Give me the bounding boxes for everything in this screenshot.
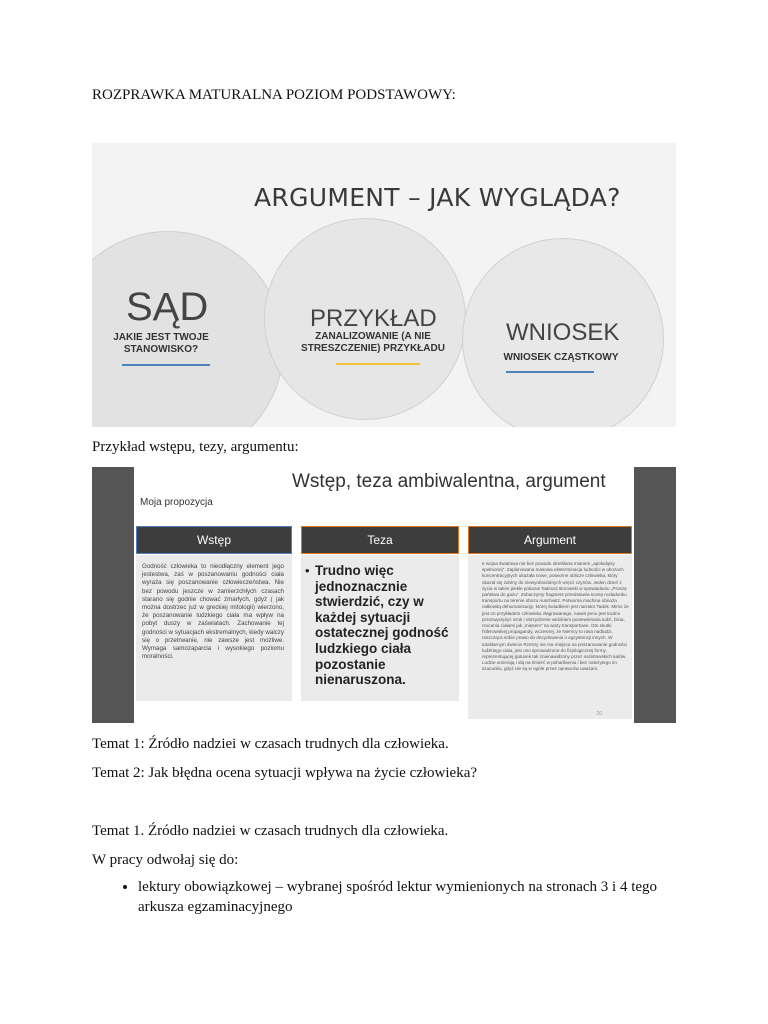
sad-label: SĄD <box>126 285 209 329</box>
slide2-title: Wstęp, teza ambiwalentna, argument <box>292 471 606 492</box>
sad-underline <box>122 364 210 366</box>
bullet-icon: • <box>305 563 310 578</box>
argument-header: Argument <box>468 526 632 554</box>
example-slide <box>92 467 676 723</box>
document-heading: ROZPRAWKA MATURALNA POZIOM PODSTAWOWY: <box>92 87 456 103</box>
teza-text: Trudno więc jednoznacznie stwierdzić, czy w każdej sytuacji ostatecznej godność ludzkiego ciała pozostanie nienaruszona. <box>315 563 449 688</box>
teza-box <box>301 555 459 701</box>
topic-1-repeat: Temat 1. Źródło nadziei w czasach trudnych dla człowieka. <box>92 823 449 839</box>
przyklad-subtitle: ZANALIZOWANIE (A NIE STRESZCZENIE) PRZYKŁADU <box>301 331 445 354</box>
argument-box <box>468 555 632 719</box>
topic-2: Temat 2: Jak błędna ocena sytuacji wpływa na życie człowieka? <box>92 765 478 781</box>
wniosek-label: WNIOSEK <box>506 319 620 346</box>
slide-title: ARGUMENT – JAK WYGLĄDA? <box>254 183 621 212</box>
argument-slide <box>92 143 676 427</box>
example-label: Przykład wstępu, tezy, argumentu: <box>92 439 299 455</box>
wniosek-underline <box>506 371 594 373</box>
slide-canvas <box>134 467 634 723</box>
wstep-header: Wstęp <box>136 526 292 554</box>
sad-subtitle: JAKIE JEST TWOJE STANOWISKO? <box>113 332 209 355</box>
slide-page-number: 20 <box>596 711 602 717</box>
slide2-subtitle: Moja propozycja <box>140 497 213 508</box>
wniosek-subtitle: WNIOSEK CZĄSTKOWY <box>503 352 619 363</box>
wstep-box <box>136 555 292 701</box>
przyklad-label: PRZYKŁAD <box>310 305 437 332</box>
topic-1: Temat 1: Źródło nadziei w czasach trudnych dla człowieka. <box>92 736 449 752</box>
przyklad-underline <box>336 363 420 365</box>
list-item: • lektury obowiązkowej – wybranej spośród lektur wymienionych na stronach 3 i 4 tego arkusza egzaminacyjnego <box>138 877 698 917</box>
refer-intro: W pracy odwołaj się do: <box>92 852 239 868</box>
argument-text: II wojna światowa nie bez powodu określana mianem „apokalipsy spełnionej”. Zaplanowana masowa eksterminacja ludności w obozach koncentracyjnych ukazała nowe, potworne oblicze człowieka, który okazał się zdolny do niewyobrażalnych wręcz czynów. Jeden dzień z życia w takim piekle pokazał Tadeusz Borowski w opowiadaniu „Proszę państwa do gazu”. Zobaczymy fragment przedstawia scenę rozładunku transportu na terenie obozu Auschwitz. Potworna machina obnaża całkowitą dehumanizację, której świadkiem jest narrator Tadek. Mimo że jest on przykładem człowieka złagrowanego, nawet jemu jest trudno przezwyciężyć szok i obrzydzenie widokiem poniewierania ludzi, bicia, rzucania ciałami jak „mięsem” na wozy transportowe. Oto skutki hitlerowskiej propagandy, wczesnej, że Niemcy to rasa nadludzi, roszcząca sobie prawo do decydowania o egzystencji innych. W totalitarnym świecie Rzeszy nie ma miejsca na poszanowanie godności ludzkiego ciała, jest ono sprowadzone do fizjologicznej formy, reprezentującej gatunek tak znienawidzony przez nazistowskich katów. Ludzie umierają i idą na śmierć w pohańbieniu i bez należytego im szacunku, gdyż nie są w ogóle przez oprawców uważani. <box>482 561 629 672</box>
bullet-list <box>92 877 698 917</box>
wstep-text: Godność człowieka to nieodłączny element jego jestestwa, zaś w poszanowaniu godności ciała wyraża się poszanowanie człowieczeństwa. Nie bez powodu jeszcze w zamierzchłych czasach starano się godnie chować zmarłych, gdyż ( jak można dostrzec już w greckiej mitologii) wierzono, że poszanowanie ludzkiego ciała ma wpływ na pobyt duszy w zaświatach. Zachowanie tej godności w sytuacjach ekstremalnych, kiedy walczy się o przetrwanie, nie zawsze jest możliwe. Wymaga samozaparcia i wysokiego poziomu moralności. <box>142 563 284 661</box>
teza-header: Teza <box>301 526 459 554</box>
